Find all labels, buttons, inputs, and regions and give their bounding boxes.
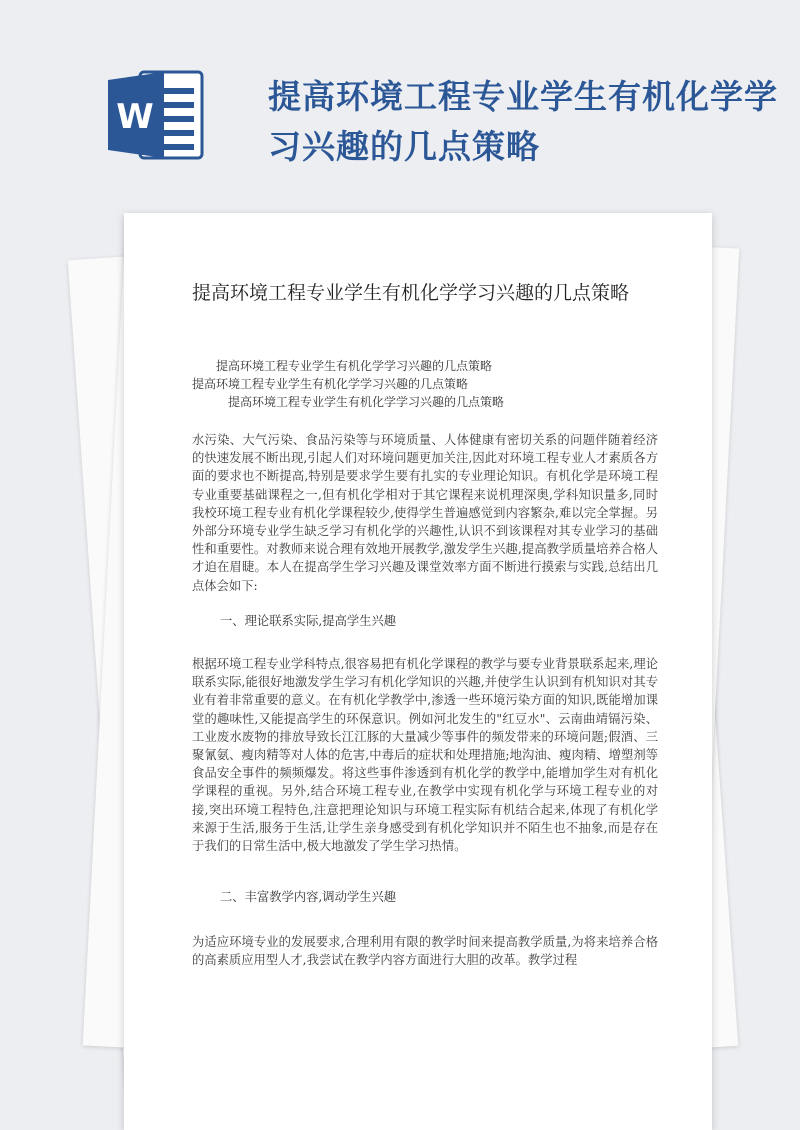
paragraph: 水污染、大气污染、食品污染等与环境质量、人体健康有密切关系的问题伴随着经济的快速发展不断出现,引起人们对环境问题更加关注,因此对环境工程专业人才素质各方面的要求也不断提高,特别是要求学生要有扎实的专业理论知识。有机化学是环境工程专业重要基础课程之一,但有机化学相对于其它课程来说机理深奥,学科知识量多,同时我校环境工程专业有机化学课程较少,使得学生普遍感觉到内容繁杂,难以完全掌握。另外部分环境专业学生缺乏学习有机化学的兴趣性,认识不到该课程对其专业学习的基础性和重要性。对教师来说合理有效地开展教学,激发学生兴趣,提高教学质量培养合格人才迫在眉睫。本人在提高学生学习兴趣及课堂效率方面不断进行摸索与实践,总结出几点体会如下: [192, 433, 658, 593]
document-title: 提高环境工程专业学生有机化学学习兴趣的几点策略 [268, 77, 778, 166]
svg-text:W: W [116, 97, 154, 137]
repeated-title: 提高环境工程专业学生有机化学学习兴趣的几点策略 [192, 377, 469, 391]
repeated-title: 提高环境工程专业学生有机化学学习兴趣的几点策略 [216, 359, 493, 373]
paragraph: 为适应环境专业的发展要求,合理利用有限的教学时间来提高教学质量,为将来培养合格的高素质应用型人才,我尝试在教学内容方面进行大胆的改革。教学过程 [192, 935, 658, 968]
repeated-title: 提高环境工程专业学生有机化学学习兴趣的几点策略 [228, 395, 505, 409]
word-document-icon [108, 70, 206, 160]
section-heading: 二、丰富教学内容,调动学生兴趣 [220, 890, 397, 904]
page-heading: 提高环境工程专业学生有机化学学习兴趣的几点策略 [192, 282, 630, 304]
page-header [0, 0, 800, 215]
document-page [124, 213, 712, 1130]
paragraph: 根据环境工程专业学科特点,很容易把有机化学课程的教学与要专业背景联系起来,理论联系实际,能很好地激发学生学习有机化学知识的兴趣,并使学生认识到有机知识对其专业有着非常重要的意义。在有机化学教学中,渗透一些环境污染方面的知识,既能增加课堂的趣味性,又能提高学生的环保意识。例如河北发生的"红豆水"、云南曲靖镉污染、工业废水废物的排放导致长江江豚的大量减少等事件的频发带来的环境问题;假酒、三聚氰氨、瘦肉精等对人体的危害,中毒后的症状和处理措施;地沟油、瘦肉精、增塑剂等食品安全事件的频频爆发。将这些事件渗透到有机化学的教学中,能增加学生对有机化学课程的重视。另外,结合环境工程专业,在教学中实现有机化学与环境工程专业的对接,突出环境工程特色,注意把理论知识与环境工程实际有机结合起来,体现了有机化学来源于生活,服务于生活,让学生亲身感受到有机化学知识并不陌生也不抽象,而是存在于我们的日常生活中,极大地激发了学生学习热情。 [192, 657, 658, 854]
section-heading: 一、理论联系实际,提高学生兴趣 [220, 614, 397, 628]
